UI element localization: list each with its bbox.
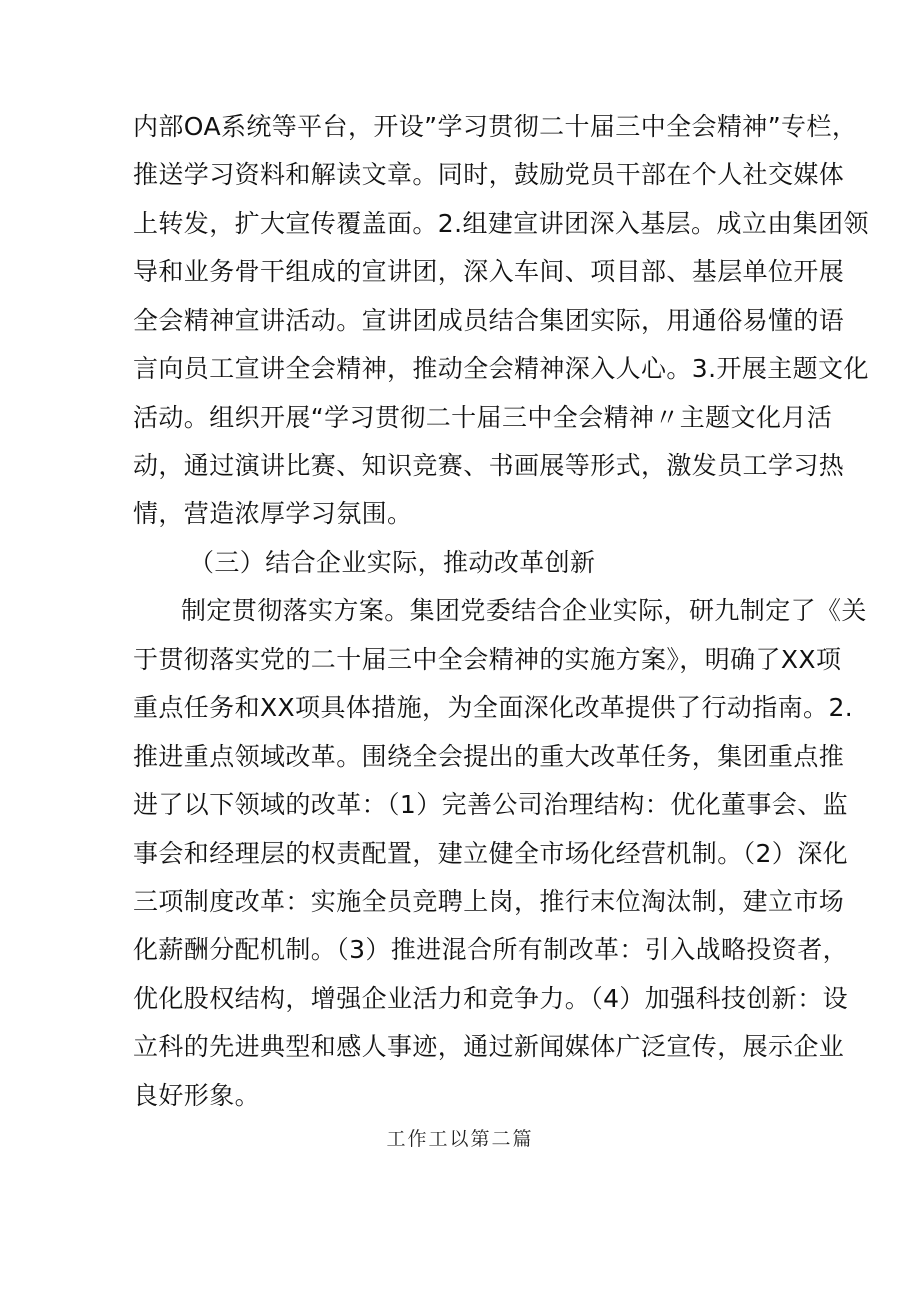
paragraph-line: 于贯彻落实党的二十届三中全会精神的实施方案》，明确了XX项 [133, 645, 842, 674]
paragraph-line: 制定贯彻落实方案。集团党委结合企业实际，研九制定了《关 [181, 596, 867, 625]
paragraph-line: 内部OA系统等平台，开设”学习贯彻二十届三中全会精神”专栏， [133, 112, 858, 141]
paragraph-line: 化薪酬分配机制。（3）推进混合所有制改革：引入战略投资者， [133, 935, 849, 964]
paragraph-line: 推进重点领域改革。围绕全会提出的重大改革任务，集团重点推 [133, 742, 845, 771]
paragraph-line: 重点任务和XX项具体措施，为全面深化改革提供了行动指南。2. [133, 693, 854, 722]
paragraph-line: 良好形象。 [133, 1081, 261, 1110]
paragraph-line: 言向员工宣讲全会精神，推动全会精神深入人心。3.开展主题文化 [133, 354, 869, 383]
paragraph-line: 推送学习资料和解读文章。同时，鼓励党员干部在个人社交媒体 [133, 160, 845, 189]
page-footer: 工作工以第二篇 [386, 1128, 534, 1150]
paragraph-line: 活动。组织开展“学习贯彻二十届三中全会精神〃主题文化月活 [133, 403, 833, 432]
paragraph-line: 全会精神宣讲活动。宣讲团成员结合集团实际，用通俗易懂的语 [133, 306, 845, 335]
paragraph-line: 事会和经理层的权责配置，建立健全市场化经营机制。（2）深化 [133, 839, 849, 868]
paragraph-line: 导和业务骨干组成的宣讲团，深入车间、项目部、基层单位开展 [133, 257, 845, 286]
paragraph-line: 三项制度改革：实施全员竞聘上岗，推行末位淘汰制，建立市场 [133, 887, 845, 916]
paragraph-line: 优化股权结构，增强企业活力和竞争力。（4）加强科技创新：设 [133, 984, 849, 1013]
section-heading: （三）结合企业实际，推动改革创新 [189, 548, 596, 577]
paragraph-line: 立科的先进典型和感人事迹，通过新闻媒体广泛宣传，展示企业 [133, 1032, 845, 1061]
paragraph-line: 上转发，扩大宣传覆盖面。2.组建宣讲团深入基层。成立由集团领 [133, 209, 869, 238]
paragraph-line: 情，营造浓厚学习氛围。 [133, 499, 413, 528]
paragraph-line: 动，通过演讲比赛、知识竞赛、书画展等形式，激发员工学习热 [133, 451, 845, 480]
paragraph-line: 进了以下领域的改革：（1）完善公司治理结构：优化董事会、监 [133, 790, 849, 819]
